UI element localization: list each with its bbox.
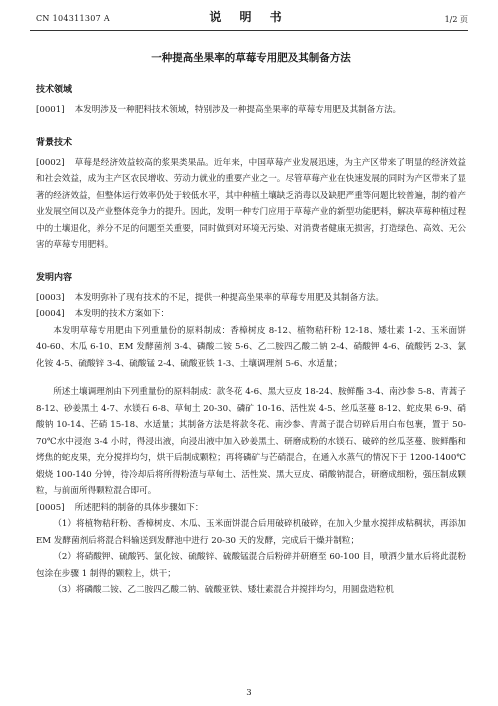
paragraph-text: 本发明弥补了现有技术的不足，提供一种提高坐果率的草莓专用肥及其制备方法。 — [74, 292, 384, 303]
step-2: （2）将硝酸钾、硫酸钙、氯化铵、硫酸锌、硫酸锰混合后粉碎并研磨至 60-100 目，喷洒少量水后将此混粉包涂在步骤 1 制得的颗粒上，烘干； — [36, 552, 466, 579]
paragraph-0001 — [36, 102, 466, 119]
paragraph-0002 — [36, 155, 466, 254]
paragraph-number: [0003] — [36, 292, 65, 303]
paragraph-text: 所述肥料的制备的具体步骤如下： — [74, 502, 204, 513]
paragraph-number: [0005] — [36, 502, 65, 513]
paragraph-0003 — [36, 290, 466, 307]
paragraph-number: [0002] — [36, 157, 65, 168]
section-heading-tech-field: 技术领域 — [36, 85, 73, 95]
section-heading-invention: 发明内容 — [36, 272, 73, 283]
paragraph-text: 草莓是经济效益较高的浆果类果品。近年来，中国草莓产业发展迅速，为主产区带来了明显的经济效益和社会效益，成为主产区农民增收、劳动力就业的重要产业之一。尽管草莓产业在快速发展的同时为产区带来了显著的经济效益，但整体运行效率仍处于较低水平，其中种植土壤缺乏消毒以及缺肥严重等问题比较普遍，制约着产业发展空间以及产业整体竞争力的提升。因此，发明一种专门应用于草莓产业的新型功能肥料，解决草莓种植过程中的土壤退化，养分不足的问题至关重要，同时做到对环境无污染、对消费者健康无损害，打造绿色、高效、无公害的草莓专用肥料。 — [36, 157, 466, 250]
paragraph-number: [0001] — [36, 105, 65, 115]
step-3: （3）将磷酸二铵、乙二胺四乙酸二钠、硫酸亚铁、矮壮素混合并搅拌均匀，用圆盘造粒机 — [53, 585, 394, 595]
document-title: 一种提高坐果率的草莓专用肥及其制备方法 — [151, 52, 351, 64]
paragraph-0004-soil-conditioner: 所述土壤调理剂由下列重量份的原料制成：款冬花 4-6、黑大豆皮 18-24、胺鲜酯 3-4、南沙参 5-8、青蒿子 8-12、砂姜黑土 4-7、水镁石 6-8、草甸土 20-30、磷矿 10-16、活性炭 4-5、丝瓜茎蔓 8-12、蛇皮果 6-9、硝酸钠 10-14、芒硝 15-18、水适量；其制备方法是将款冬花、南沙参、青蒿子混合切碎后用白布包裹，置于 50-70℃水中浸泡 3-4 小时，得浸出液，向浸出液中加入砂姜黑土、研磨成粉的水镁石、破碎的丝瓜茎蔓、胺鲜酯和烤焦的蛇皮果，充分搅拌均匀，烘干后制成颗粒；再将磷矿与芒硝混合，在通入水蒸气的情况下于 1200-1400℃煅烧 100-140 分钟，待冷却后将所得粉渣与草甸土、活性炭、黑大豆皮、硝酸钠混合，研磨成细粉，强压制成颗粒，与前面所得颗粒混合即可。 — [36, 387, 466, 496]
step-1: （1）将植物秸秆粉、香樟树皮、木瓜、玉米面饼混合后用破碎机破碎，在加入少量水搅拌成粘稠状，再添加 EM 发酵菌剂后将混合料输送到发酵池中进行 20-30 天的发酵，完成后干燥并制粒； — [36, 519, 466, 546]
doc-type-title: 说 明 书 — [209, 10, 289, 24]
doc-number: CN 104311307 A — [36, 14, 110, 23]
header-divider — [30, 30, 468, 31]
document-body — [36, 50, 466, 599]
paragraph-0005 — [36, 500, 466, 517]
paragraph-0004 — [36, 306, 466, 323]
page-indicator: 1/2 页 — [444, 15, 468, 24]
page-number: 3 — [246, 688, 252, 698]
paragraph-text: 本发明的技术方案如下： — [74, 309, 170, 319]
paragraph-0004-formula: 本发明草莓专用肥由下列重量份的原料制成：香樟树皮 8-12、植物秸秆粉 12-18、矮壮素 1-2、玉米面饼 40-60、木瓜 6-10、EM 发酵菌剂 3-4、磷酸二铵 5-6、乙二胺四乙酸二钠 2-4、硝酸钾 4-6、硫酸钙 2-3、氯化铵 4-5、硫酸锌 3-4、硫酸锰 2-4、硫酸亚铁 1-3、土壤调理剂 5-6、水适量； — [36, 325, 466, 369]
paragraph-number: [0004] — [36, 309, 65, 319]
paragraph-text: 本发明涉及一种肥料技术领域，特别涉及一种提高坐果率的草莓专用肥及其制备方法。 — [74, 105, 402, 115]
section-heading-background: 背景技术 — [36, 137, 73, 148]
